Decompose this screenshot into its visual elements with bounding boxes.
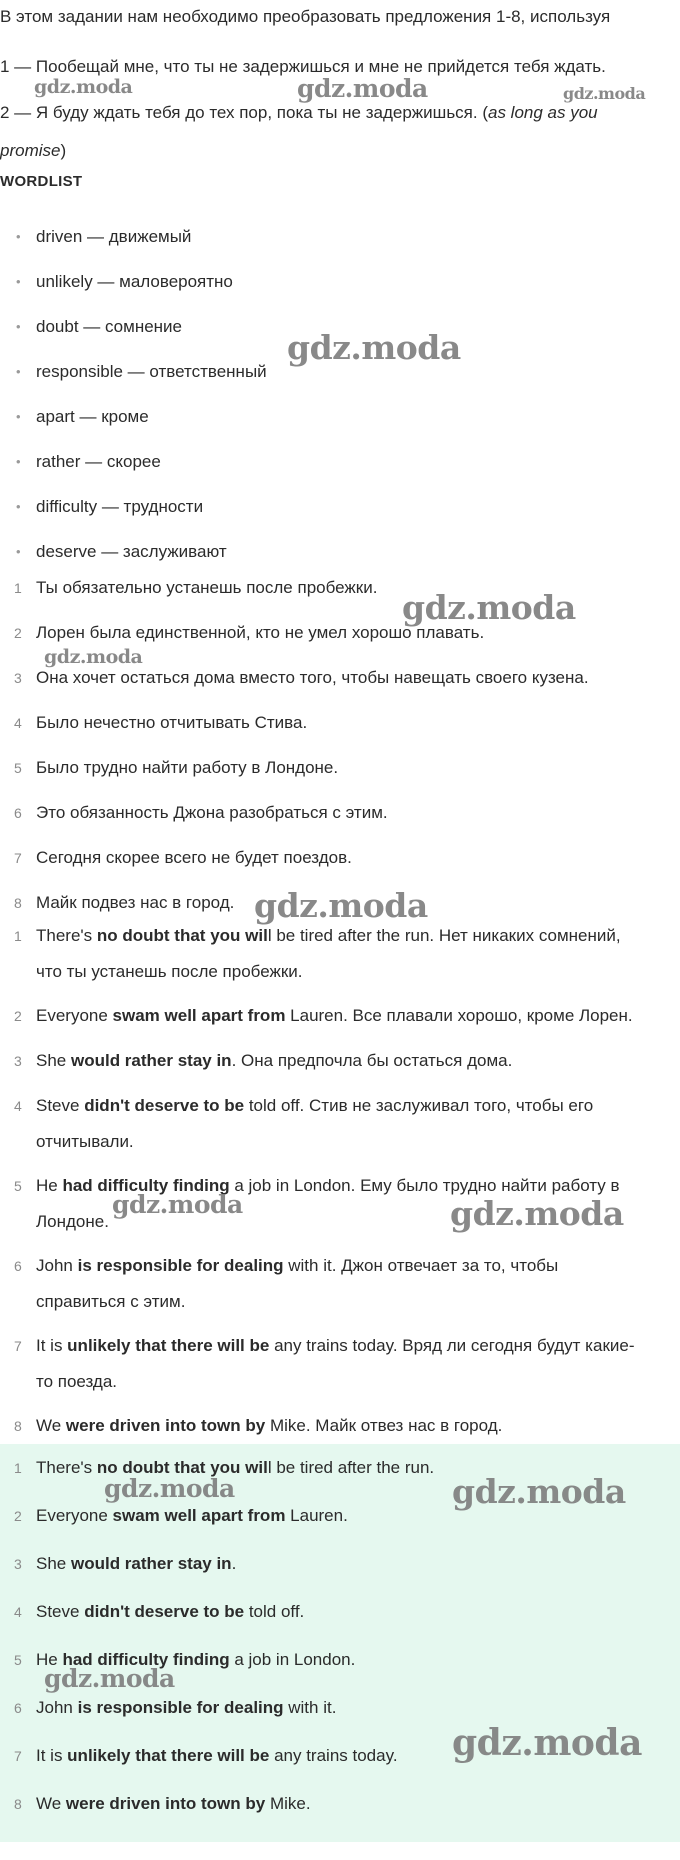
watermark: gdz.moda: [254, 886, 428, 925]
list-item: [0, 1594, 675, 1642]
item-text: We: [36, 1416, 66, 1435]
watermark: gdz.moda: [112, 1190, 243, 1219]
item-number: 7: [14, 1748, 22, 1764]
item-text: There's: [36, 1458, 97, 1477]
list-item: [0, 1546, 675, 1594]
watermark: gdz.moda: [44, 1664, 175, 1693]
item-text: John: [36, 1256, 78, 1275]
item-number: 5: [14, 760, 22, 776]
item-number: 5: [14, 1652, 22, 1668]
item-text: any trains today. Вряд ли сегодня будут какие-: [269, 1336, 635, 1355]
list-item: • responsible — ответственный: [0, 361, 680, 406]
item-text: то поезда.: [36, 1372, 118, 1391]
item-text: We: [36, 1794, 66, 1813]
list-item: [0, 660, 675, 705]
list-item: [0, 1328, 675, 1408]
translation-list: [0, 918, 675, 1453]
watermark: gdz.moda: [297, 74, 428, 103]
item-number: 1: [14, 928, 22, 944]
item-text: a job in London. Ему было трудно найти работу в: [229, 1176, 620, 1195]
item-text: any trains today.: [269, 1746, 398, 1765]
watermark: gdz.moda: [34, 76, 133, 98]
item-number: 5: [14, 1178, 22, 1194]
item-bold: would rather stay in: [70, 1554, 232, 1573]
item-text: Майк подвез нас в город.: [36, 893, 235, 912]
item-text: Everyone: [36, 1506, 113, 1525]
item-text: отчитывали.: [36, 1132, 134, 1151]
item-number: 8: [14, 1418, 22, 1434]
item-text: There's: [36, 926, 97, 945]
item-number: 3: [14, 1556, 22, 1572]
item-bold: unlikely that there will be: [67, 1746, 270, 1765]
list-item: [0, 1642, 675, 1690]
list-item: • deserve — заслуживают: [0, 541, 680, 586]
watermark: gdz.moda: [563, 84, 646, 103]
intro-line: [0, 102, 598, 124]
item-bold: no doubt that you wil: [96, 1458, 268, 1477]
item-text: a job in London.: [229, 1650, 356, 1669]
list-item: [0, 795, 675, 840]
item-number: 1: [14, 1460, 22, 1476]
watermark: gdz.moda: [104, 1474, 235, 1503]
item-number: 4: [14, 715, 22, 731]
watermark: gdz.moda: [450, 1194, 624, 1233]
item-text: Everyone: [36, 1006, 113, 1025]
intro-text: ): [60, 141, 67, 160]
item-text: справиться с этим.: [36, 1292, 186, 1311]
item-number: 2: [14, 625, 22, 641]
item-number: 4: [14, 1098, 22, 1114]
list-item: [0, 1738, 675, 1786]
item-text: Mike.: [265, 1794, 311, 1813]
item-text: l be tired after the run. Нет никаких сомнений,: [267, 926, 621, 945]
item-number: 6: [14, 1258, 22, 1274]
item-number: 3: [14, 670, 22, 686]
watermark: gdz.moda: [452, 1472, 626, 1511]
item-text: Было нечестно отчитывать Стива.: [36, 713, 308, 732]
list-item: [0, 615, 675, 660]
item-text: Было трудно найти работу в Лондоне.: [36, 758, 339, 777]
intro-line: В этом задании нам необходимо преобразовать предложения 1-8, используя: [0, 7, 611, 26]
list-item: [0, 918, 675, 998]
list-item: [0, 1088, 675, 1168]
item-text: Она хочет остаться дома вместо того, чтобы навещать своего кузена.: [36, 668, 589, 687]
item-text: Ты обязательно устанешь после пробежки.: [36, 578, 378, 597]
item-text: It is: [36, 1746, 68, 1765]
list-item: [0, 750, 675, 795]
answer-list: [0, 1450, 675, 1834]
item-number: 7: [14, 1338, 22, 1354]
item-text: Steve: [36, 1096, 85, 1115]
list-item: [0, 840, 675, 885]
list-item: • unlikely — маловероятно: [0, 271, 680, 316]
list-item: [0, 1043, 675, 1088]
item-bold: is responsible for dealing: [77, 1698, 284, 1717]
item-number: 2: [14, 1008, 22, 1024]
list-item: [0, 998, 675, 1043]
list-item: [0, 705, 675, 750]
list-item: [0, 1168, 675, 1248]
item-text: It is: [36, 1336, 68, 1355]
item-bold: would rather stay in: [70, 1051, 232, 1070]
item-bold: no doubt that you wil: [96, 926, 268, 945]
item-text: Лондоне.: [36, 1212, 109, 1231]
item-bold: had difficulty finding: [62, 1176, 230, 1195]
item-text: Mike. Майк отвез нас в город.: [265, 1416, 503, 1435]
item-number: 4: [14, 1604, 22, 1620]
intro-line: [0, 140, 66, 162]
word-list: [0, 226, 680, 586]
list-item: • doubt — сомнение: [0, 316, 680, 361]
wordlist-heading: WORDLIST: [0, 173, 83, 190]
item-text: l be tired after the run.: [267, 1458, 435, 1477]
item-text: He: [36, 1650, 63, 1669]
item-text: told off. Стив не заслуживал того, чтобы его: [244, 1096, 594, 1115]
item-number: 1: [14, 580, 22, 596]
intro-line: 1 — Пообещай мне, что ты не задержишься и мне не прийдется тебя ждать.: [0, 57, 606, 76]
item-bold: swam well apart from: [112, 1506, 286, 1525]
list-item: • apart — кроме: [0, 406, 680, 451]
item-text: Это обязанность Джона разобраться с этим.: [36, 803, 388, 822]
item-text: Lauren.: [285, 1506, 348, 1525]
item-number: 8: [14, 1796, 22, 1812]
list-item: [0, 1498, 675, 1546]
item-number: 3: [14, 1053, 22, 1069]
item-number: 7: [14, 850, 22, 866]
item-bold: is responsible for dealing: [77, 1256, 284, 1275]
list-item: • driven — движемый: [0, 226, 680, 271]
list-item: [0, 1248, 675, 1328]
list-item: [0, 1690, 675, 1738]
intro-italic: as long as you: [488, 103, 598, 122]
item-number: 2: [14, 1508, 22, 1524]
list-item: • difficulty — трудности: [0, 496, 680, 541]
item-text: Steve: [36, 1602, 85, 1621]
item-text: He: [36, 1176, 63, 1195]
item-number: 6: [14, 1700, 22, 1716]
watermark: gdz.moda: [287, 328, 461, 367]
item-bold: had difficulty finding: [62, 1650, 230, 1669]
item-number: 8: [14, 895, 22, 911]
item-text: told off.: [244, 1602, 305, 1621]
list-item: [0, 570, 675, 615]
item-text: Lauren. Все плавали хорошо, кроме Лорен.: [285, 1006, 633, 1025]
item-text: что ты устанешь после пробежки.: [36, 962, 303, 981]
item-text: John: [36, 1698, 78, 1717]
item-bold: were driven into town by: [65, 1416, 266, 1435]
watermark: gdz.moda: [402, 588, 576, 627]
item-text: .: [231, 1554, 237, 1573]
item-text: She: [36, 1554, 71, 1573]
item-text: . Она предпочла бы остаться дома.: [231, 1051, 513, 1070]
item-bold: didn't deserve to be: [84, 1602, 245, 1621]
item-text: Лорен была единственной, кто не умел хорошо плавать.: [36, 623, 485, 642]
watermark: gdz.moda: [452, 1722, 642, 1764]
item-text: with it. Джон отвечает за то, чтобы: [283, 1256, 559, 1275]
intro-text: 2 — Я буду ждать тебя до тех пор, пока ты не задержишься. (: [0, 103, 488, 122]
item-text: with it.: [283, 1698, 337, 1717]
list-item: • rather — скорее: [0, 451, 680, 496]
russian-sentence-list: [0, 570, 675, 930]
item-bold: unlikely that there will be: [67, 1336, 270, 1355]
list-item: [0, 1786, 675, 1834]
item-number: 6: [14, 805, 22, 821]
watermark: gdz.moda: [44, 646, 143, 668]
item-bold: swam well apart from: [112, 1006, 286, 1025]
intro-italic: promise: [0, 141, 61, 160]
list-item: [0, 1450, 675, 1498]
item-bold: were driven into town by: [65, 1794, 266, 1813]
item-text: She: [36, 1051, 71, 1070]
item-bold: didn't deserve to be: [84, 1096, 245, 1115]
item-text: Сегодня скорее всего не будет поездов.: [36, 848, 352, 867]
